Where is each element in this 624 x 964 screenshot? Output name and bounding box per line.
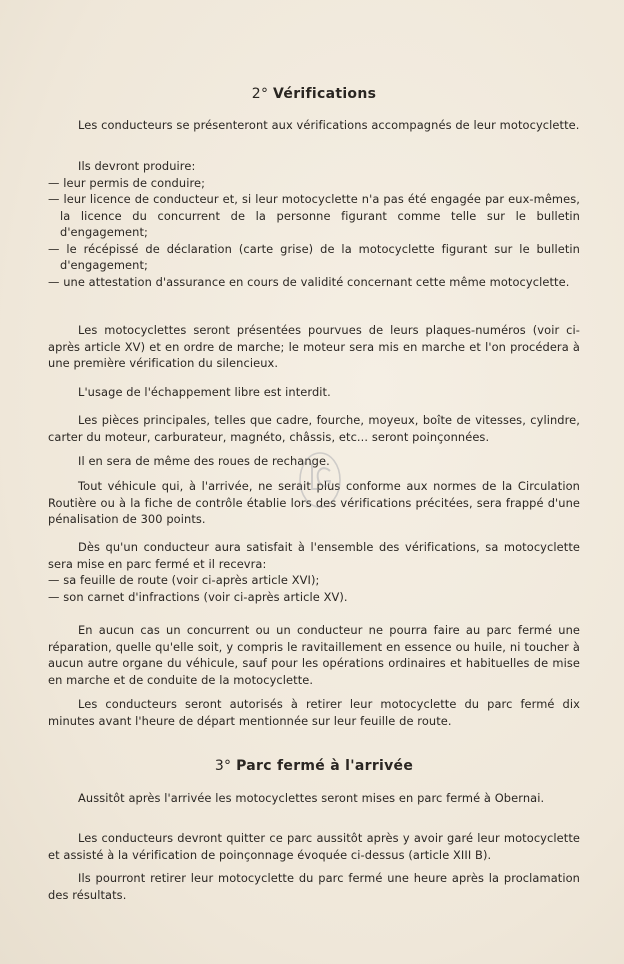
section-3-heading bbox=[48, 758, 580, 774]
paragraph-block bbox=[48, 790, 580, 807]
paragraph: En aucun cas un concurrent ou un conducteur ne pourra faire au parc fermé une réparation, quelle qu'elle soit, y compris le ravitaillement en essence ou huile, ni toucher à aucun autre organe du véhicule, sauf pour les opérations ordinaires et habituelles de mise en marche et de conduite de la motocyclette. bbox=[48, 623, 580, 687]
paragraph: Il en sera de même des roues de rechange. bbox=[78, 454, 330, 468]
paragraph: L'usage de l'échappement libre est interdit. bbox=[78, 385, 331, 399]
paragraph-block bbox=[48, 384, 580, 401]
paragraph: Dès qu'un conducteur aura satisfait à l'ensemble des vérifications, sa motocyclette sera mise en parc fermé et il recevra: bbox=[48, 540, 580, 571]
paragraph: Les conducteurs seront autorisés à retirer leur motocyclette du parc fermé dix minutes avant l'heure de départ mentionnée sur leur feuille de route. bbox=[48, 697, 580, 728]
section-3-number: 3° bbox=[214, 758, 232, 774]
section-3-title: Parc fermé à l'arrivée bbox=[236, 758, 414, 774]
section-2-number: 2° bbox=[251, 86, 269, 102]
section-2-heading bbox=[48, 86, 580, 102]
paragraph: Aussitôt après l'arrivée les motocyclettes seront mises en parc fermé à Obernai. bbox=[78, 791, 545, 805]
list-block bbox=[48, 158, 580, 290]
paragraph-block bbox=[48, 830, 580, 863]
paragraph-block bbox=[48, 322, 580, 372]
section-2-title: Vérifications bbox=[273, 86, 377, 102]
paragraph-block bbox=[48, 412, 580, 445]
section-2-body bbox=[48, 117, 580, 134]
list-item: — leur licence de conducteur et, si leur motocyclette n'a pas été engagée par eux-mêmes, la licence du concurrent de la personne figurant comme telle sur le bulletin d'engagement; bbox=[48, 192, 580, 239]
paragraph: Ils pourront retirer leur motocyclette du parc fermé une heure après la proclamation des résultats. bbox=[48, 871, 580, 902]
paragraph-block bbox=[48, 539, 580, 605]
paragraph: Tout véhicule qui, à l'arrivée, ne serait plus conforme aux normes de la Circulation Routière ou à la fiche de contrôle établie lors des vérifications précitées, sera frappé d'une pénalisation de 300 points. bbox=[48, 479, 580, 526]
paragraph: Les pièces principales, telles que cadre, fourche, moyeux, boîte de vitesses, cylindre, carter du moteur, carburateur, magnéto, châssis, etc... seront poinçonnées. bbox=[48, 413, 580, 444]
list-item: — sa feuille de route (voir ci-après article XVI); bbox=[48, 573, 320, 587]
list-item: — une attestation d'assurance en cours de validité concernant cette même motocyclette. bbox=[48, 274, 570, 289]
archive-stamp-icon bbox=[296, 449, 344, 511]
paragraph: Ils devront produire: bbox=[78, 159, 196, 173]
paragraph: Les conducteurs devront quitter ce parc aussitôt après y avoir garé leur motocyclette et assisté à la vérification de poinçonnage évoquée ci-dessus (article XIII B). bbox=[48, 831, 580, 862]
list-item: — leur permis de conduire; bbox=[48, 175, 206, 190]
paragraph-block bbox=[48, 696, 580, 729]
paragraph-block bbox=[48, 870, 580, 903]
paragraph: Les conducteurs se présenteront aux vérifications accompagnés de leur motocyclette. bbox=[78, 118, 580, 132]
list-item: — le récépissé de déclaration (carte grise) de la motocyclette figurant sur le bulletin d'engagement; bbox=[48, 241, 580, 272]
paragraph: Les motocyclettes seront présentées pourvues de leurs plaques-numéros (voir ci-après article XV) et en ordre de marche; le moteur sera mis en marche et l'on procédera à une première vérification du silencieux. bbox=[48, 323, 580, 370]
list-item: — son carnet d'infractions (voir ci-après article XV). bbox=[48, 589, 348, 604]
paragraph-block bbox=[48, 622, 580, 688]
